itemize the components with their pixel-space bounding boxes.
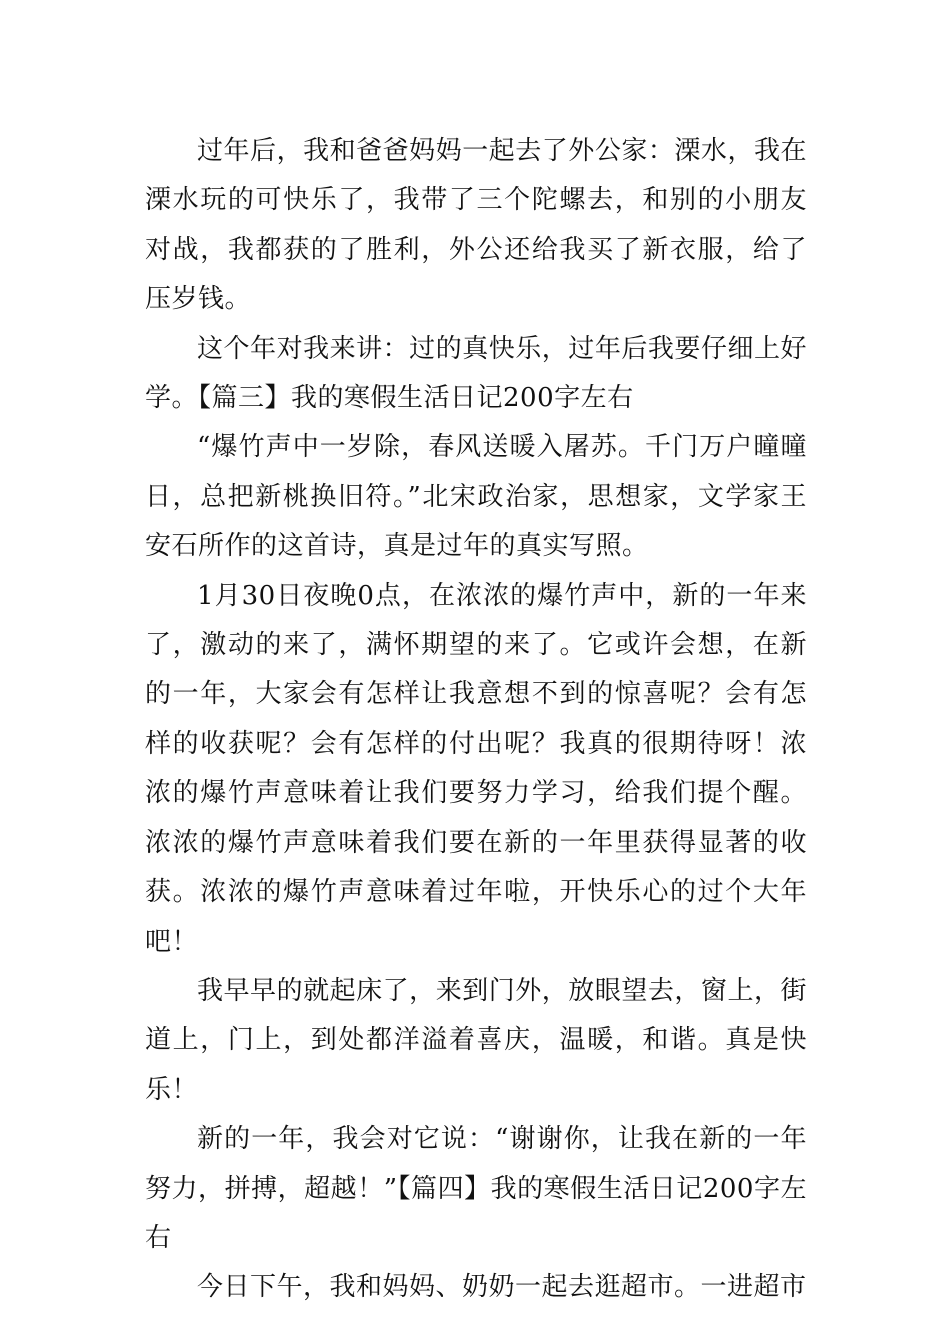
paragraph: 我早早的就起床了，来到门外，放眼望去，窗上，街道上，门上，到处都洋溢着喜庆，温暖，和谐。真是快乐！ bbox=[145, 975, 807, 1105]
paragraph: 今日下午，我和妈妈、奶奶一起去逛超市。一进超市 bbox=[197, 1272, 807, 1303]
paragraph: 这个年对我来讲：过的真快乐，过年后我要仔细上好学。【篇三】我的寒假生活日记200字左右 bbox=[145, 333, 807, 414]
paragraph: 新的一年，我会对它说：“谢谢你，让我在新的一年努力，拼搏，超越！”【篇四】我的寒假生活日记200字左右 bbox=[145, 1124, 807, 1253]
paragraph: 过年后，我和爸爸妈妈一起去了外公家：溧水，我在溧水玩的可快乐了，我带了三个陀螺去，和别的小朋友对战，我都获的了胜利，外公还给我买了新衣服，给了压岁钱。 bbox=[145, 136, 807, 315]
paragraph: “爆竹声中一岁除，春风送暖入屠苏。千门万户曈曈日，总把新桃换旧符。”北宋政治家，思想家，文学家王安石所作的这首诗，真是过年的真实写照。 bbox=[145, 432, 807, 562]
document-body bbox=[145, 127, 807, 1313]
paragraph: 1月30日夜晚0点，在浓浓的爆竹声中，新的一年来了，激动的来了，满怀期望的来了。它或许会想，在新的一年，大家会有怎样让我意想不到的惊喜呢？会有怎样的收获呢？会有怎样的付出呢？我真的很期待呀！浓浓的爆竹声意味着让我们要努力学习，给我们提个醒。浓浓的爆竹声意味着我们要在新的一年里获得显著的收获。浓浓的爆竹声意味着过年啦，开快乐心的过个大年吧！ bbox=[145, 580, 807, 957]
